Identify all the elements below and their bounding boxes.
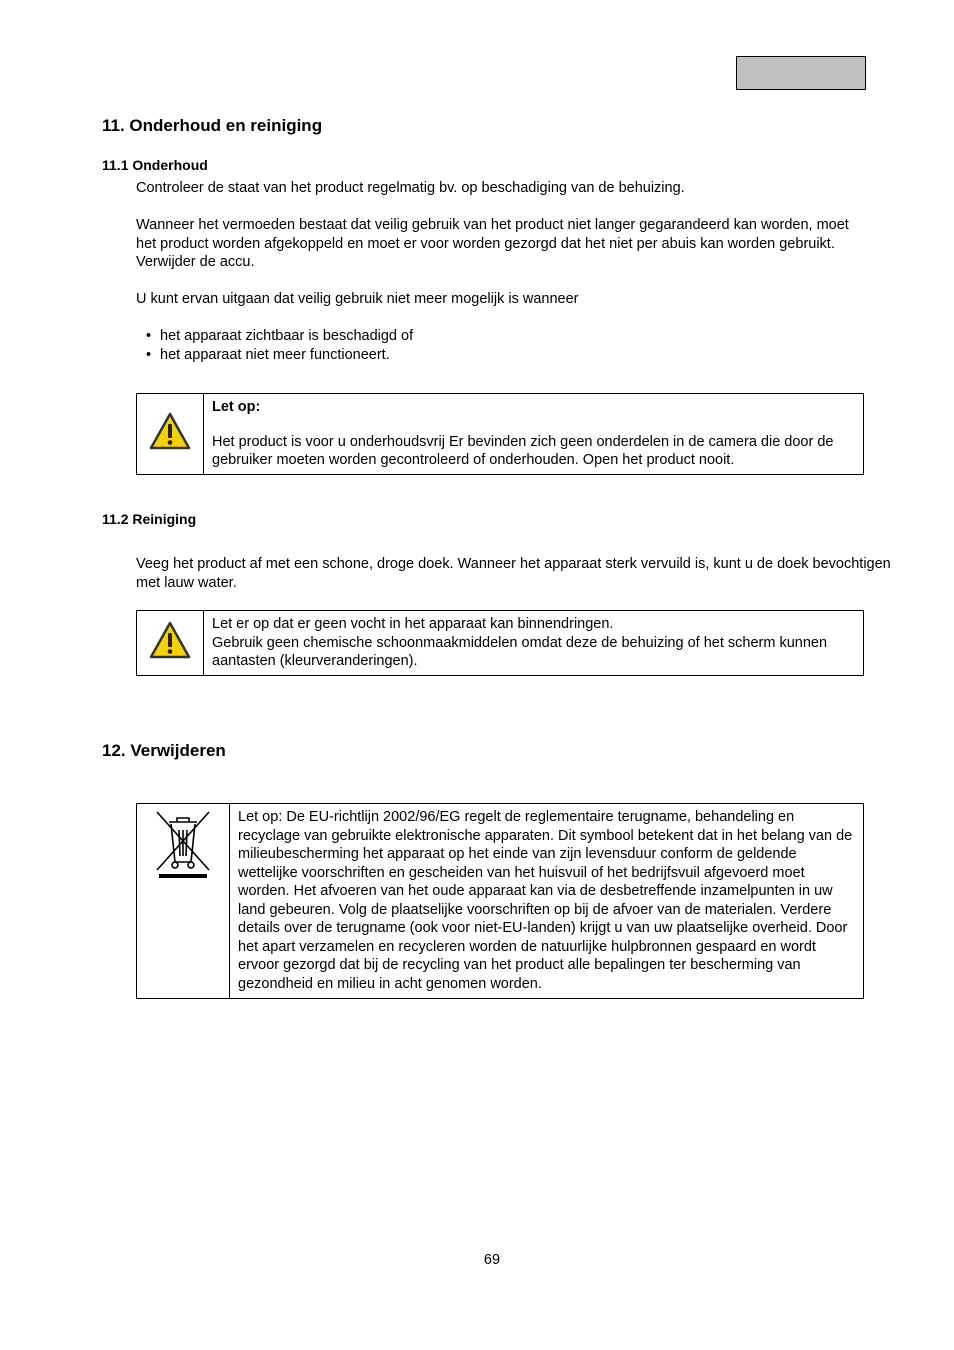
note-line: Gebruik geen chemische schoonmaakmiddelen omdat deze de behuizing of het scherm kunnen aantasten (kleurveranderingen). (212, 634, 828, 669)
warning-icon-cell (137, 611, 204, 676)
warning-icon-cell (137, 394, 204, 475)
paragraph: Veeg het product af met een schone, droge doek. Wanneer het apparaat sterk vervuild is, kunt u de doek bevochtigen met lauw water. (136, 556, 891, 591)
list-item: • het apparaat zichtbaar is beschadigd of (146, 327, 413, 346)
note-line: Let er op dat er geen vocht in het apparaat kan binnendringen. (212, 616, 614, 632)
disposal-text-cell (230, 804, 864, 999)
note-heading: Let op: (212, 399, 261, 415)
section-12-title: 12. Verwijderen (102, 741, 226, 760)
note-text: Het product is voor u onderhoudsvrij Er bevinden zich geen onderdelen in de camera die door de gebruiker moeten worden gecontroleerd of onderhouden. Open het product nooit. (212, 433, 834, 468)
paragraph: Wanneer het vermoeden bestaat dat veilig gebruik van het product niet langer gegarandeerd kan worden, moet het product worden afgekoppeld en moet er voor worden gezorgd dat het niet per abuis kan worden gebruikt. Verwijder de accu. (136, 217, 849, 270)
page-number: 69 (483, 1252, 501, 1268)
disposal-text: Let op: De EU-richtlijn 2002/96/EG regelt de reglementaire terugname, behandeling en recyclage van gebruikte elektronische apparaten. Dit symbool betekent dat in het belang van de milieubescherming het apparaat op het einde van zijn levensduur conform de geldende wettelijke voorschriften en gescheiden van het huisvuil of het bedrijfsvuil afgevoerd moet worden. Het afvoeren van het oude apparaat kan via de desbetreffende inzamelpunten in uw land gebeuren. Volg de plaatselijke voorschriften op bij de afvoer van de materialen. Verdere details over de terugname (ook voor niet-EU-landen) krijgt u van uw plaatselijke overheid. Door het apart verzamelen en recycleren worden de natuurlijke hulpbronnen gespaard en wordt ervoor gezorgd dat bij de recycling van het product alle bepalingen ter bescherming van gezondheid en milieu in acht genomen worden. (238, 809, 853, 992)
warning-icon (148, 411, 192, 451)
note-text-cell (204, 611, 864, 676)
note-text-cell (204, 394, 864, 475)
section-11-1-title: 11.1 Onderhoud (102, 157, 208, 173)
bullet-list (146, 327, 413, 365)
section-11-2-title: 11.2 Reiniging (102, 511, 197, 527)
warning-icon (148, 620, 192, 660)
language-tab (736, 56, 866, 90)
disposal-note (136, 803, 864, 999)
paragraph: Controleer de staat van het product regelmatig bv. op beschadiging van de behuizing. (136, 180, 685, 196)
section-11-title: 11. Onderhoud en reiniging (102, 116, 323, 135)
list-item: • het apparaat niet meer functioneert. (146, 346, 413, 365)
weee-bin-icon (153, 808, 213, 880)
weee-icon-cell (137, 804, 230, 999)
paragraph: U kunt ervan uitgaan dat veilig gebruik niet meer mogelijk is wanneer (136, 291, 579, 307)
warning-note-cleaning (136, 610, 864, 676)
warning-note-maintenance (136, 393, 864, 475)
